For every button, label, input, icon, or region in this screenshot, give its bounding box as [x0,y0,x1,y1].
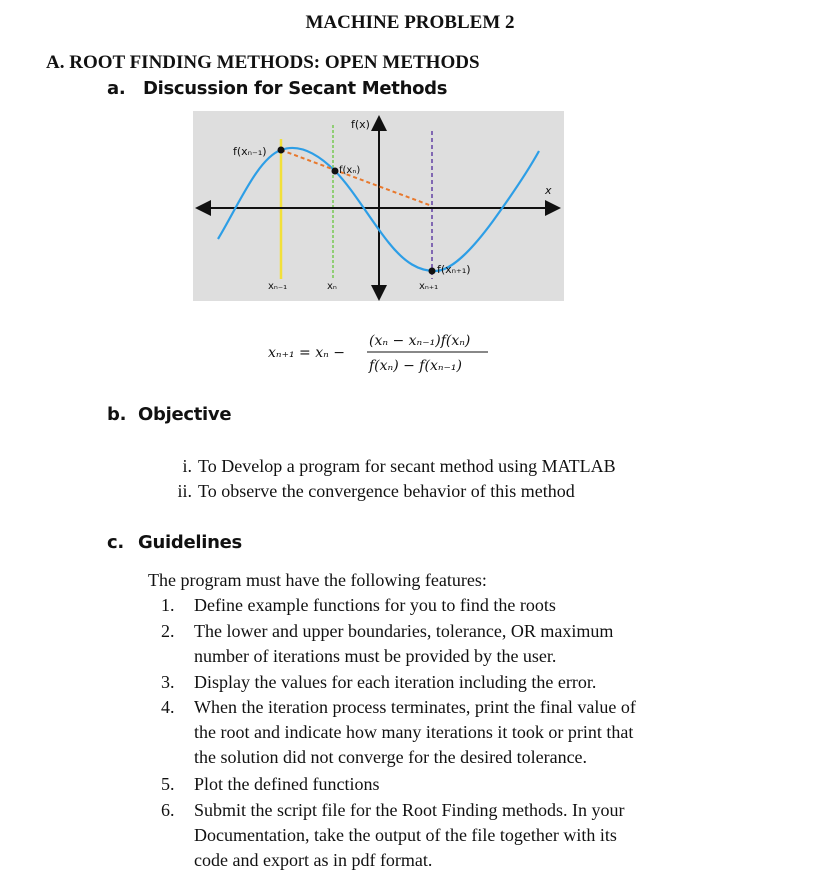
f-curr-label: f(xₙ) [339,165,361,176]
guideline-item [161,672,596,693]
x-next-label: xₙ₊₁ [419,281,439,292]
x-curr-label: xₙ [327,281,337,292]
guideline-number: 4. [161,697,175,717]
secant-method-figure [193,111,564,301]
guideline-text-continued: the root and indicate how many iterations it took or print that [194,722,634,742]
objective-number: ii. [177,481,192,501]
subsection-b-title: Objective [138,404,232,425]
guideline-text-continued: number of iterations must be provided by the user. [194,646,557,666]
point-f-curr [332,168,339,175]
subsection-b-heading [107,404,231,425]
x-prev-label: xₙ₋₁ [268,281,288,292]
guideline-number: 1. [161,595,175,615]
formula-numerator: (xₙ − xₙ₋₁)f(xₙ) [369,333,471,349]
guideline-text: Define example functions for you to find the roots [194,595,556,615]
guideline-item [161,595,556,616]
guideline-text: Display the values for each iteration including the error. [194,672,597,692]
formula-denominator: f(xₙ) − f(xₙ₋₁) [369,358,462,374]
guideline-number: 2. [161,621,175,641]
guideline-text: Submit the script file for the Root Finding methods. In your [194,800,625,820]
subsection-a-heading [107,78,447,99]
f-next-label: f(xₙ₊₁) [437,263,471,276]
objective-item [158,456,616,477]
subsection-c-title: Guidelines [138,532,242,553]
point-f-prev [278,147,285,154]
guideline-number: 3. [161,672,175,692]
guideline-number: 6. [161,800,175,820]
guideline-text: When the iteration process terminates, print the final value of [194,697,636,717]
subsection-a-label: a. [107,78,126,99]
subsection-a-title: Discussion for Secant Methods [143,78,448,99]
point-f-next [429,268,436,275]
guideline-item [161,697,636,718]
subsection-c-heading [107,532,242,553]
guideline-text-continued: Documentation, take the output of the file together with its [194,825,617,845]
objective-text: To Develop a program for secant method using MATLAB [198,456,616,476]
secant-formula [268,328,508,376]
section-a-heading: A. ROOT FINDING METHODS: OPEN METHODS [46,52,480,73]
guideline-text: Plot the defined functions [194,774,380,794]
guideline-text-continued: code and export as in pdf format. [194,850,433,870]
objective-text: To observe the convergence behavior of this method [198,481,575,501]
guideline-item [161,800,624,821]
guideline-number: 5. [161,774,175,794]
guideline-item [161,774,379,795]
formula-lhs: xₙ₊₁ = xₙ − [268,345,345,361]
subsection-c-label: c. [107,532,124,553]
fx-axis-label: f(x) [351,118,370,131]
guideline-text: The lower and upper boundaries, tolerance, OR maximum [194,621,614,641]
objective-item [158,481,575,502]
f-prev-label: f(xₙ₋₁) [233,145,267,158]
subsection-b-label: b. [107,404,127,425]
guideline-text-continued: the solution did not converge for the desired tolerance. [194,747,588,767]
x-axis-label: x [545,184,552,197]
objective-number: i. [182,456,192,476]
page-title: MACHINE PROBLEM 2 [305,12,515,33]
guidelines-intro: The program must have the following features: [148,570,487,590]
guideline-item [161,621,613,642]
